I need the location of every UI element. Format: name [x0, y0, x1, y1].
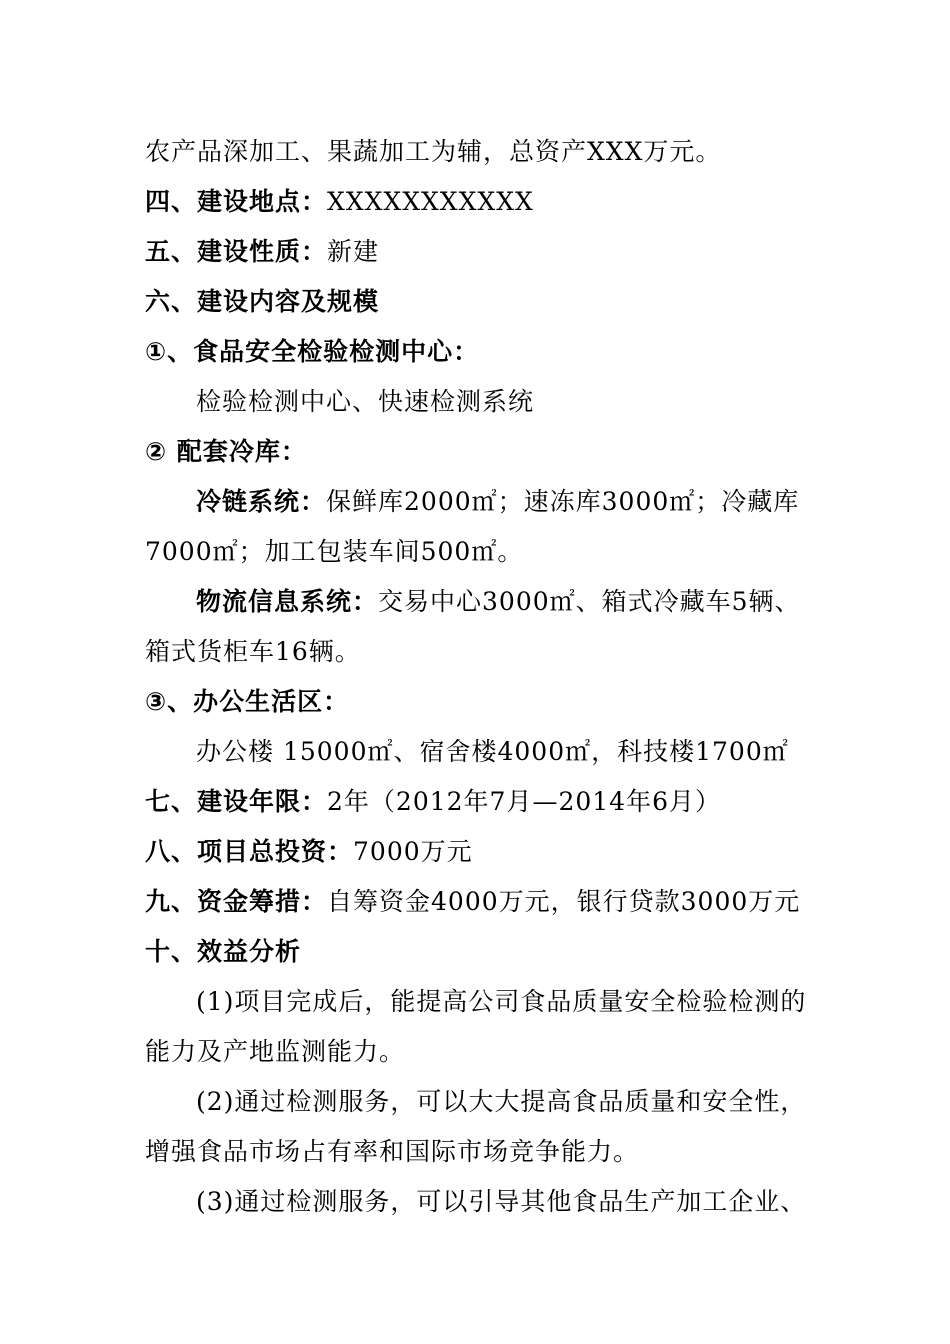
nature-value: 新建: [327, 237, 380, 266]
funding-value: 自筹资金4000万元，银行贷款3000万元: [327, 887, 801, 916]
funding-heading: 九、资金筹措：: [145, 887, 328, 916]
benefit-heading: 十、效益分析: [145, 937, 302, 966]
intro-tail-text: 农产品深加工、果蔬加工为辅，总资产XXX万元。: [145, 137, 722, 166]
investment-line: [145, 835, 473, 869]
period-line: [145, 785, 721, 819]
item3-text: 办公楼 15000㎡、宿舍楼4000㎡，科技楼1700㎡: [196, 737, 789, 766]
cold-chain-label: 冷链系统：: [196, 487, 327, 516]
item1-heading: ①、食品安全检验检测中心：: [145, 337, 480, 366]
funding-line: [145, 885, 800, 919]
period-heading: 七、建设年限：: [145, 787, 328, 816]
location-line: [145, 185, 534, 219]
location-value: XXXXXXXXXXX: [327, 187, 534, 216]
logistics-text-cont: 箱式货柜车16辆。: [145, 637, 361, 666]
logistics-line: [196, 585, 801, 619]
content-heading: 六、建设内容及规模: [145, 287, 380, 316]
logistics-text: 交易中心3000㎡、箱式冷藏车5辆、: [378, 587, 801, 616]
item2-heading: ② 配套冷库：: [145, 437, 307, 466]
period-value: 2年（2012年7月—2014年6月）: [327, 787, 721, 816]
logistics-label: 物流信息系统：: [196, 587, 379, 616]
benefit-2-line2: 增强食品市场占有率和国际市场竞争能力。: [145, 1137, 640, 1166]
investment-heading: 八、项目总投资：: [145, 837, 354, 866]
cold-chain-text: 保鲜库2000㎡；速冻库3000㎡；冷藏库: [326, 487, 800, 516]
benefit-1-line1: (1)项目完成后，能提高公司食品质量安全检验检测的: [196, 987, 807, 1016]
item1-text: 检验检测中心、快速检测系统: [196, 387, 535, 416]
benefit-3-line1: (3)通过检测服务，可以引导其他食品生产加工企业、: [196, 1187, 807, 1216]
investment-value: 7000万元: [353, 837, 473, 866]
nature-heading: 五、建设性质：: [145, 237, 328, 266]
location-heading: 四、建设地点：: [145, 187, 328, 216]
cold-chain-line: [196, 485, 799, 519]
nature-line: [145, 235, 379, 269]
cold-chain-text-cont: 7000㎡；加工包装车间500㎡。: [145, 537, 524, 566]
item3-heading: ③、办公生活区：: [145, 687, 350, 716]
benefit-1-line2: 能力及产地监测能力。: [145, 1037, 406, 1066]
benefit-2-line1: (2)通过检测服务，可以大大提高食品质量和安全性，: [196, 1087, 807, 1116]
